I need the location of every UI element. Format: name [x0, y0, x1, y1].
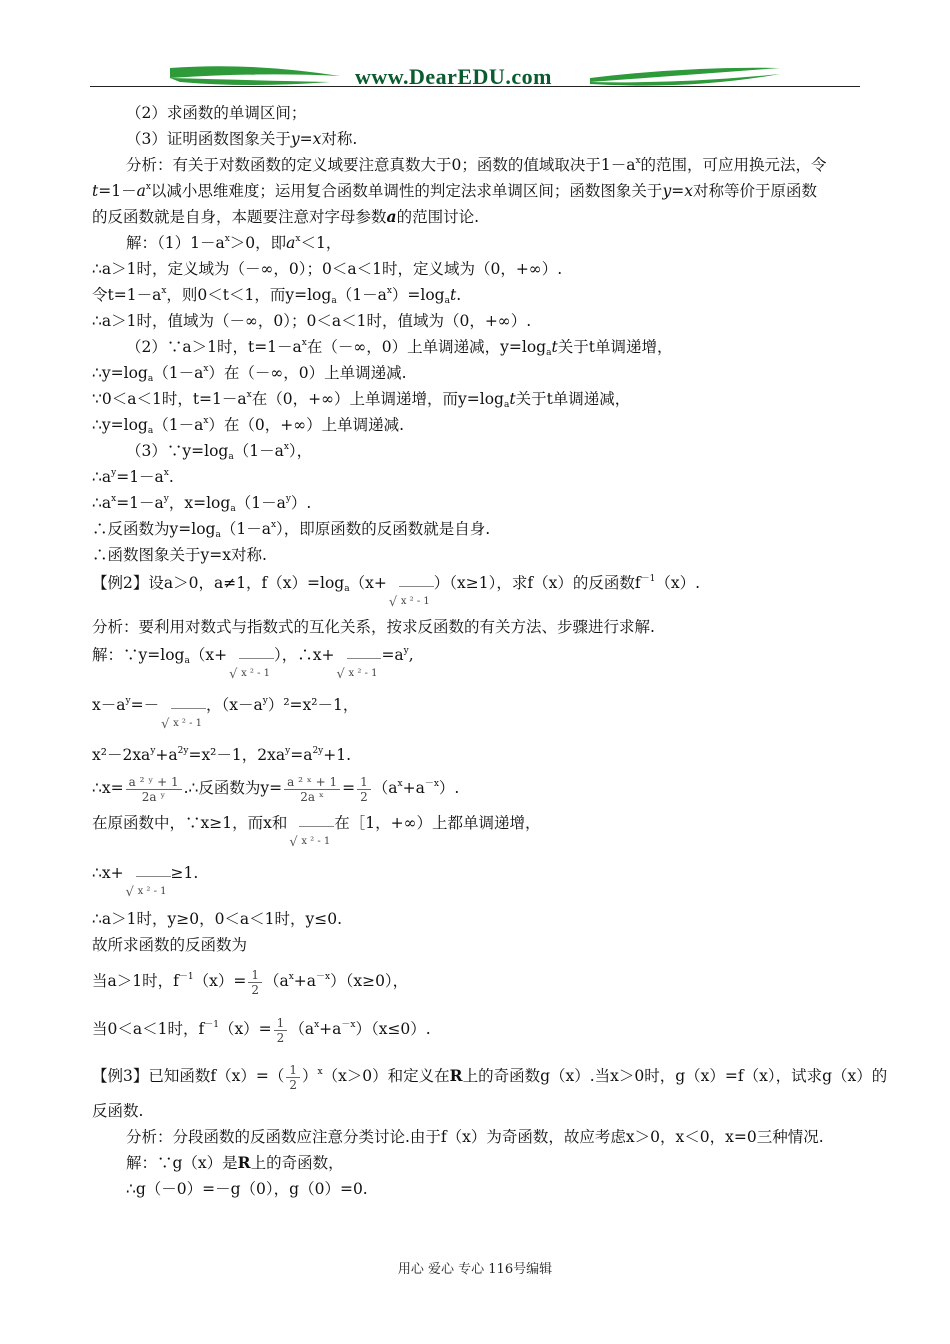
text-line: （2）求函数的单调区间；: [126, 104, 307, 122]
sqrt-expression: √ x ² - 1: [335, 656, 382, 678]
fraction: $\frac{\text{a ² ˣ + 1}}{\text{2a ˣ}}$: [284, 775, 340, 804]
page-footer: 用心 爱心 专心 116号编辑: [397, 1262, 553, 1277]
text-line: ∴反函数为$y=\log_a(1-a^x)$，即原函数的反函数就是自身.: [92, 520, 491, 540]
text-line: 分析：分段函数的反函数应注意分类讨论.由于f（x）为奇函数，故应考虑x＞0，x＜0，x=0三种情况.: [126, 1128, 824, 1146]
sqrt-expression: √ x ² - 1: [287, 824, 334, 846]
text-line: 反函数.: [92, 1102, 144, 1120]
text-line: 分析：要利用对数式与指数式的互化关系，按求反函数的有关方法、步骤进行求解.: [92, 618, 655, 636]
text-line: $\therefore y=\log_a(1-a^x)$在（－∞，0）上单调递减.: [92, 364, 407, 384]
fraction: $\frac{1}{2}$: [286, 1063, 300, 1092]
text-line: ∴x= $\frac{\text{a ² ʸ + 1}}{\text{2a ʸ}}$ .∴反函数为y= $\frac{\text{a ² ˣ + 1}}{\text{2a ˣ}}$ = $\frac{1}{2}$ $(a^x+a^{-x})$.: [92, 774, 460, 804]
text-line: 故所求函数的反函数为: [92, 936, 248, 954]
text-line: ∵0＜a＜1时，$t=1-a^x$在（0，+∞）上单调递增，而$y=\log_at$关于t单调递减，: [92, 390, 631, 410]
fraction: $\frac{1}{2}$: [357, 775, 371, 804]
text-line: 当a＞1时，$f^{-1}(x)=$ $\frac{1}{2}$ $(a^x+a^{-x})(x\ge 0)$，: [92, 967, 409, 997]
text-line: $\therefore y=\log_a(1-a^x)$在（0，+∞）上单调递减.: [92, 416, 405, 436]
sqrt-expression: √ x ² - 1: [387, 584, 434, 606]
text-line: 的反函数就是自身，本题要注意对字母参数a的范围讨论.: [92, 207, 479, 226]
header-rule: [90, 86, 860, 87]
text-line: $\therefore a^x=1-a^y$，$x=\log_a(1-a^y)$.: [92, 494, 312, 514]
text-line: 分析：有关于对数函数的定义域要注意真数大于0；函数的值域取决于$1-a^x$的范围，可应用换元法，令: [126, 156, 827, 174]
brand-name: www.DearEDU.com: [355, 64, 552, 89]
text-line: $t=1-a^x$以减小思维难度；运用复合函数单调性的判定法求单调区间；函数图象关于y=x对称等价于原函数: [92, 182, 817, 200]
text-line: 解：$(1)1-a^x>0$，即$a^x<1$，: [126, 234, 342, 252]
text-line: 解：∵g（x）是R上的奇函数，: [126, 1153, 344, 1172]
text-line: ∴x+ √ x ² - 1≥1.: [92, 864, 199, 900]
text-line: 令$t=1-a^x$，则0＜t＜1，而$y=\log_a(1-a^x)=\log_at$.: [92, 286, 462, 306]
document-body: [92, 100, 888, 1202]
sqrt-expression: √ x ² - 1: [159, 706, 206, 728]
page-header: [90, 62, 860, 92]
text-line: 当0＜a＜1时，$f^{-1}(x)=$ $\frac{1}{2}$ $(a^x+a^{-x})(x\le 0)$.: [92, 1015, 431, 1045]
text-line: $x^2-2xa^y+a^{2y}=x^2-1$，$2xa^y=a^{2y}+1$.: [92, 746, 352, 764]
text-line: $\therefore a^y=1-a^x$.: [92, 468, 174, 486]
fraction: $\frac{\text{a ² ʸ + 1}}{\text{2a ʸ}}$: [126, 775, 182, 804]
text-line: $(3)\because y=\log_a(1-a^x)$，: [126, 442, 313, 462]
sqrt-expression: √ x ² - 1: [227, 656, 274, 678]
example-2-heading: 【例2】设a＞0，a≠1，$f(x)=\log_a(x+$ √ x ² - 1）（x≥1），求f（x）的反函数$f^{-1}(x)$.: [92, 574, 700, 610]
text-line: （3）证明函数图象关于y=x对称.: [126, 130, 358, 148]
text-line: ∴a＞1时，定义域为（－∞，0）；0＜a＜1时，定义域为（0，+∞）.: [92, 260, 563, 278]
fraction: $\frac{1}{2}$: [248, 968, 262, 997]
text-line: 在原函数中，∵x≥1，而x和 √ x ² - 1在［1，+∞）上都单调递增，: [92, 814, 541, 850]
sqrt-expression: √ x ² - 1: [124, 874, 171, 896]
example-3-heading: 【例3】已知函数f（x）=（ $\frac{1}{2}$ ）$^x$（x＞0）和定义在R上的奇函数g（x）.当x＞0时，g（x）=f（x），试求g（x）的: [92, 1062, 888, 1092]
text-line: （2）∵a＞1时，$t=1-a^x$在（－∞，0）上单调递减，$y=\log_at$关于t单调递增，: [126, 338, 673, 358]
text-line: $x-a^y=-$ √ x ² - 1，$(x-a^y)^2=x^2-1$，: [92, 696, 359, 732]
text-line: ∴a＞1时，y≥0，0＜a＜1时，y≤0.: [92, 910, 343, 928]
text-line: ∴a＞1时，值域为（－∞，0）；0＜a＜1时，值域为（0，+∞）.: [92, 312, 532, 330]
text-line: ∴g（－0）=－g（0），g（0）=0.: [126, 1180, 368, 1198]
text-line: 解：$\because y=\log_a(x+$ √ x ² - 1），∴x+ √ x $^2 - 1=a^y$,: [92, 646, 414, 682]
text-line: ∴函数图象关于y=x对称.: [92, 546, 267, 564]
fraction: $\frac{1}{2}$: [274, 1016, 288, 1045]
